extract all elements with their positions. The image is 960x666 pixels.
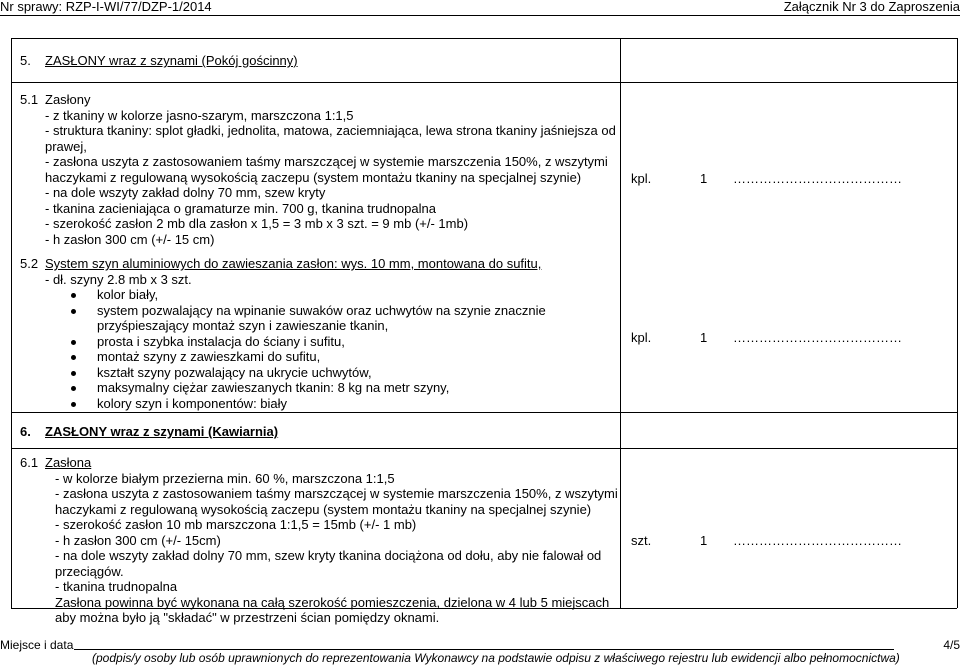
- list-item: montaż szyny z zawieszkami do sufitu,: [69, 349, 546, 365]
- footer-signature-line: [74, 649, 894, 650]
- section-6-1-unit: szt.: [631, 533, 652, 548]
- section-5-2-feature-list: [69, 287, 546, 411]
- list-item: kolor biały,: [69, 287, 546, 303]
- header-rule: [0, 15, 960, 16]
- section-5-1-unit: kpl.: [631, 171, 652, 186]
- section-6-title: ZASŁONY wraz z szynami (Kawiarnia): [45, 424, 279, 439]
- section-5-title: ZASŁONY wraz z szynami (Pokój gościnny): [45, 53, 298, 68]
- list-item: kształt szyny pozwalający na ukrycie uchwytów,: [69, 365, 546, 381]
- list-item: maksymalny ciężar zawieszanych tkanin: 8 kg na metr szyny,: [69, 380, 546, 396]
- header-case-number: Nr sprawy: RZP-I-WI/77/DZP-1/2014: [0, 0, 212, 14]
- section-5-number: 5.: [20, 53, 31, 68]
- footer-place-date: Miejsce i data: [0, 638, 74, 652]
- section-6-1-specs: - w kolorze białym przezierna min. 60 %, marszczona 1:1,5 - zasłona uszyta z zastosowaniem taśmy marszczącej w systemie marszczenia 150%, z wszytymi haczykami z regulowaną wysokością zaczepu (system montażu tkaniny na specjalnej szynie) - szerokość zasłon 10 mb marszczona 1:1,5 = 15mb (+/- 1 mb) - h zasłon 300 cm (+/- 15cm) - na dole wszyty zakład dolny 70 mm, szew kryty tkanina dociążona od dołu, aby nie falował od przeciągów. - tkanina trudnopalna Zasłona powinna być wykonana na całą szerokość pomieszczenia, dzielona w 4 lub 5 miejscach aby można było ją "składać" w przestrzeni ścian pomiędzy oknami.: [55, 470, 618, 625]
- section-6-1-price-dots: …………………………………: [733, 533, 902, 548]
- footer-page-number: 4/5: [943, 638, 960, 652]
- list-item: prosta i szybka instalacja do ściany i sufitu,: [69, 334, 546, 350]
- section-5-1-description: Zasłony: [45, 92, 91, 107]
- section-5-2-qty: 1: [700, 330, 708, 345]
- section-5-1-number: 5.1: [20, 92, 39, 107]
- section-5-2-description: System szyn aluminiowych do zawieszania zasłon: wys. 10 mm, montowana do sufitu, - dł. szyny 2.8 mb x 3 szt.: [45, 256, 542, 287]
- section-6-1-number: 6.1: [20, 455, 39, 470]
- section-5-2-unit: kpl.: [631, 330, 652, 345]
- section-5-1-specs: - z tkaniny w kolorze jasno-szarym, marszczona 1:1,5 - struktura tkaniny: splot gładki, jednolita, matowa, zaciemniająca, lewa strona tkaniny jaśniejsza od prawej, - zasłona uszyta z zastosowaniem taśmy marszczącej w systemie marszczenia 150%, z wszytymi haczykami z regulowaną wysokością zaczepu (system montażu tkaniny na specjalnej szynie) - na dole wszyty zakład dolny 70 mm, szew kryty - tkanina zacieniająca o gramaturze min. 700 g, tkanina trudnopalna - szerokość zasłon 2 mb dla zasłon x 1,5 = 3 mb x 3 szt. = 9 mb (+/- 1mb) - h zasłon 300 cm (+/- 15 cm): [45, 107, 616, 247]
- list-item: system pozwalający na wpinanie suwaków oraz uchwytów na szynie znacznie: [69, 303, 546, 319]
- section-6-number: 6.: [20, 424, 31, 439]
- list-item-continuation: przyśpieszający montaż szyn i zawieszanie tkanin,: [97, 318, 389, 333]
- list-item: kolory szyn i komponentów: biały: [69, 396, 546, 412]
- section-5-2-price-dots: …………………………………: [733, 330, 902, 345]
- section-6-1-qty: 1: [700, 533, 708, 548]
- section-6-1-description: Zasłona: [45, 455, 92, 470]
- header-attachment: Załącznik Nr 3 do Zaproszenia: [783, 0, 960, 14]
- section-5-1-qty: 1: [700, 171, 708, 186]
- section-5-1-price-dots: …………………………………: [733, 171, 902, 186]
- footer-signature-caption: (podpis/y osoby lub osób uprawnionych do reprezentowania Wykonawcy na podstawie odpisu z właściwego rejestru lub ewidencji albo pełnomocnictwa): [92, 651, 900, 665]
- section-5-2-number: 5.2: [20, 256, 39, 271]
